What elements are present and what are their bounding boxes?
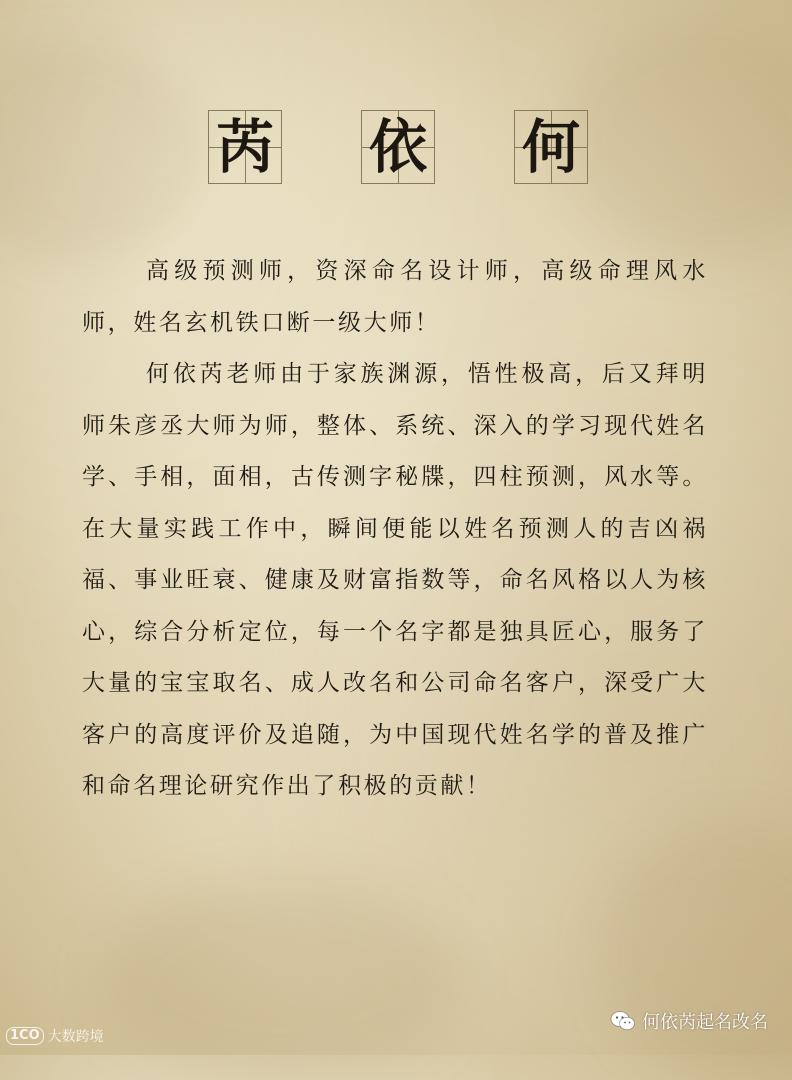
- watermark-logo: 1CO: [6, 1027, 44, 1045]
- page-title: [0, 110, 792, 186]
- account-name: 何依芮起名改名: [642, 1012, 768, 1033]
- wechat-icon: [610, 1010, 636, 1032]
- source-watermark: [6, 1026, 104, 1046]
- account-watermark: [610, 1008, 768, 1034]
- title-grid-box: [208, 110, 282, 184]
- title-char: 依: [368, 113, 427, 181]
- title-grid-box: [361, 110, 435, 184]
- biography-paragraph: 何依芮老师由于家族渊源，悟性极高，后又拜明师朱彦丞大师为师，整体、系统、深入的学习现代姓名学、手相，面相，古传测字秘牒，四柱预测，风水等。在大量实践工作中，瞬间便能以姓名预测人的吉凶祸福、事业旺衰、健康及财富指数等，命名风格以人为核心，综合分析定位，每一个名字都是独具匠心，服务了大量的宝宝取名、成人改名和公司命名客户，深受广大客户的高度评价及追随，为中国现代姓名学的普及推广和命名理论研究作出了积极的贡献！: [82, 361, 708, 799]
- title-char: 何: [521, 113, 580, 181]
- title-grid-box: [514, 110, 588, 184]
- watermark-text: 大数跨境: [47, 1029, 104, 1045]
- biography-text: [82, 246, 708, 813]
- paper-stain: [600, 820, 792, 1080]
- paper-stain: [100, 880, 460, 1080]
- intro-paragraph: 高级预测师，资深命名设计师，高级命理风水师，姓名玄机铁口断一级大师！: [82, 258, 708, 336]
- title-char: 芮: [215, 113, 274, 181]
